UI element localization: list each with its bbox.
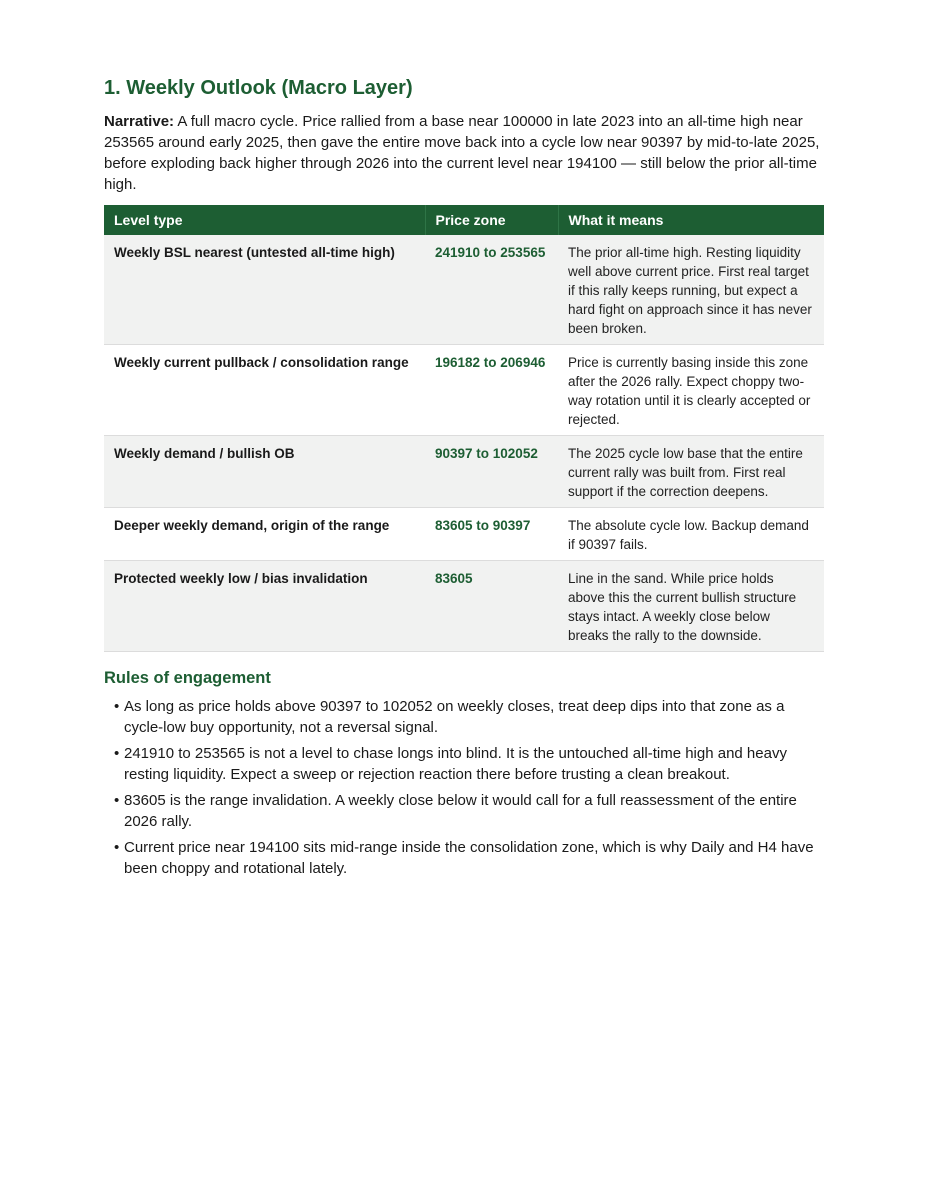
bullet-icon: • xyxy=(114,792,120,809)
header-price-zone: Price zone xyxy=(425,205,558,235)
meaning-cell: The prior all-time high. Resting liquidity well above current price. First real target if this rally keeps running, but expect a hard fight on approach since it has never been broken. xyxy=(558,235,824,345)
table-header-row xyxy=(104,205,824,235)
bullet-icon: • xyxy=(114,839,120,856)
level-type-cell: Deeper weekly demand, origin of the range xyxy=(104,508,425,561)
bullet-icon: • xyxy=(114,698,120,715)
rule-text: Current price near 194100 sits mid-range inside the consolidation zone, which is why Daily and H4 have been choppy and rotational lately. xyxy=(124,839,814,877)
table-row xyxy=(104,436,824,508)
price-zone-cell: 90397 to 102052 xyxy=(425,436,558,508)
level-type-cell: Protected weekly low / bias invalidation xyxy=(104,561,425,652)
document-page xyxy=(104,74,824,884)
price-zone-cell: 241910 to 253565 xyxy=(425,235,558,345)
list-item xyxy=(114,696,824,738)
meaning-cell: The absolute cycle low. Backup demand if 90397 fails. xyxy=(558,508,824,561)
list-item xyxy=(114,837,824,879)
narrative-paragraph xyxy=(104,111,824,195)
rules-title: Rules of engagement xyxy=(104,669,271,687)
meaning-cell: Line in the sand. While price holds above this the current bullish structure stays intact. A weekly close below breaks the rally to the downside. xyxy=(558,561,824,652)
level-type-cell: Weekly current pullback / consolidation range xyxy=(104,345,425,436)
list-item xyxy=(114,790,824,832)
header-level-type: Level type xyxy=(104,205,425,235)
bullet-icon: • xyxy=(114,745,120,762)
table-row xyxy=(104,235,824,345)
list-item xyxy=(114,743,824,785)
section-title: 1. Weekly Outlook (Macro Layer) xyxy=(104,77,413,99)
rule-text: 241910 to 253565 is not a level to chase longs into blind. It is the untouched all-time high and heavy resting liquidity. Expect a sweep or rejection reaction there before trusting a clean breakout. xyxy=(124,745,787,783)
narrative-text: A full macro cycle. Price rallied from a base near 100000 in late 2023 into an all-time high near 253565 around early 2025, then gave the entire move back into a cycle low near 90397 by mid-to-late 2025, before exploding back higher through 2026 into the current level near 194100 — still below the prior all-time high. xyxy=(104,113,820,193)
price-zone-cell: 83605 xyxy=(425,561,558,652)
narrative-lead: Narrative: xyxy=(104,113,175,130)
rule-text: As long as price holds above 90397 to 102052 on weekly closes, treat deep dips into that zone as a cycle-low buy opportunity, not a reversal signal. xyxy=(124,698,785,736)
header-what-it-means: What it means xyxy=(558,205,824,235)
price-zone-cell: 83605 to 90397 xyxy=(425,508,558,561)
price-zone-cell: 196182 to 206946 xyxy=(425,345,558,436)
meaning-cell: The 2025 cycle low base that the entire current rally was built from. First real support if the correction deepens. xyxy=(558,436,824,508)
table-row xyxy=(104,508,824,561)
table-row xyxy=(104,561,824,652)
meaning-cell: Price is currently basing inside this zone after the 2026 rally. Expect choppy two-way rotation until it is clearly accepted or rejected. xyxy=(558,345,824,436)
levels-table xyxy=(104,205,824,652)
rule-text: 83605 is the range invalidation. A weekly close below it would call for a full reassessment of the entire 2026 rally. xyxy=(124,792,797,830)
level-type-cell: Weekly demand / bullish OB xyxy=(104,436,425,508)
table-row xyxy=(104,345,824,436)
rules-list xyxy=(104,696,824,879)
level-type-cell: Weekly BSL nearest (untested all-time high) xyxy=(104,235,425,345)
